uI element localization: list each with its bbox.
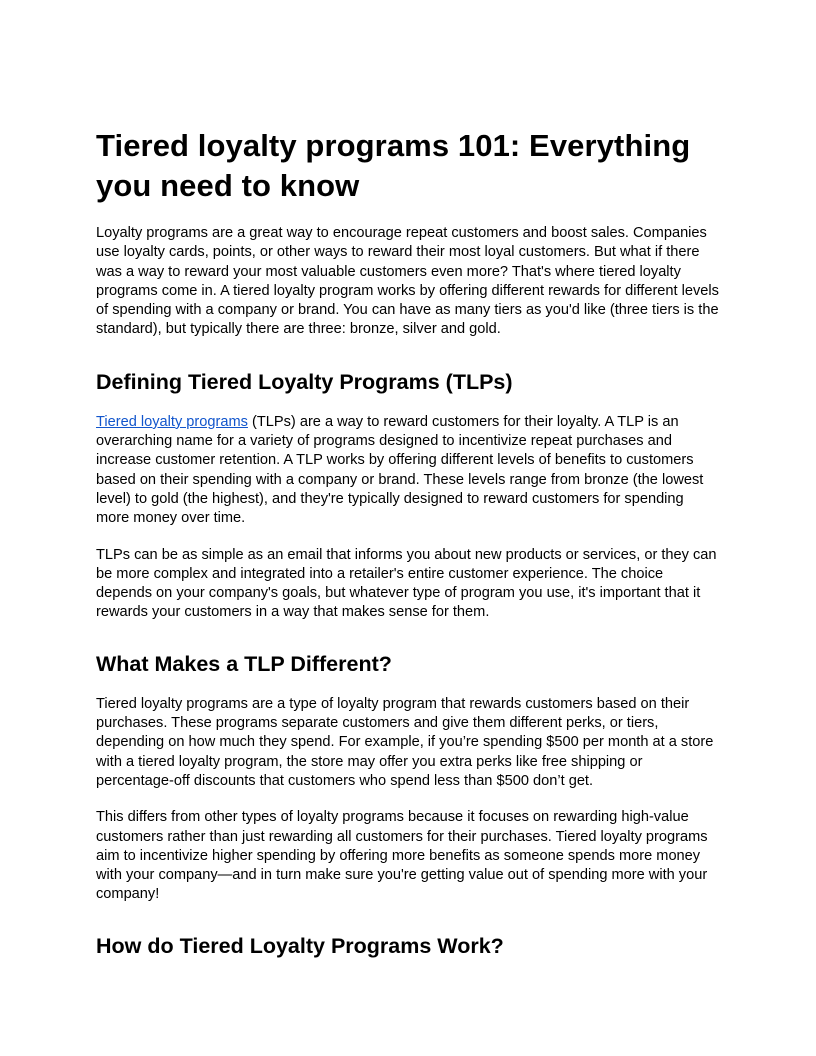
tlp-different-paragraph-1: Tiered loyalty programs are a type of loyalty program that rewards customers based on their purchases. These programs separate customers and give them different perks, or tiers, depending on how much they spend. For example, if you’re spending $500 per month at a store with a tiered loyalty program, the store may offer you extra perks like free shipping or percentage-off discounts that customers who spend less than $500 don’t get. [96, 695, 714, 789]
page-title: Tiered loyalty programs 101: Everything you need to know [96, 128, 691, 203]
section-heading-defining-tlps: Defining Tiered Loyalty Programs (TLPs) [96, 369, 513, 394]
defining-tlps-paragraph-1-text: (TLPs) are a way to reward customers for their loyalty. A TLP is an overarching name for a variety of programs designed to incentivize repeat purchases and increase customer retention. A TLP works by offering different levels of benefits to customers based on their spending with a company or brand. These levels range from bronze (the lowest level) to gold (the highest), and they're typically designed to reward customers for spending more money over time. [96, 413, 704, 527]
tiered-loyalty-programs-link[interactable]: Tiered loyalty programs [96, 413, 248, 430]
defining-tlps-paragraph-2: TLPs can be as simple as an email that informs you about new products or services, or they can be more complex and integrated into a retailer's entire customer experience. The choice depends on your company's goals, but whatever type of program you use, it's important that it rewards your customers in a way that makes sense for them. [96, 546, 717, 621]
defining-tlps-paragraph-1 [96, 413, 720, 529]
section-heading-how-tlps-work: How do Tiered Loyalty Programs Work? [96, 933, 504, 958]
tlp-different-paragraph-2: This differs from other types of loyalty programs because it focuses on rewarding high-value customers rather than just rewarding all customers for their purchases. Tiered loyalty programs aim to incentivize higher spending by offering more benefits as someone spends more money with your company—and in turn make sure you're getting value out of spending more with your company! [96, 809, 708, 903]
intro-paragraph: Loyalty programs are a great way to encourage repeat customers and boost sales. Companies use loyalty cards, points, or other ways to reward their most loyal customers. But what if there was a way to reward your most valuable customers even more? That's where tiered loyalty programs come in. A tiered loyalty program works by offering different rewards for different levels of spending with a company or brand. You can have as many tiers as you'd like (three tiers is the standard), but typically there are three: bronze, silver and gold. [96, 225, 719, 338]
section-heading-tlp-different: What Makes a TLP Different? [96, 651, 392, 676]
document-page [96, 126, 720, 977]
